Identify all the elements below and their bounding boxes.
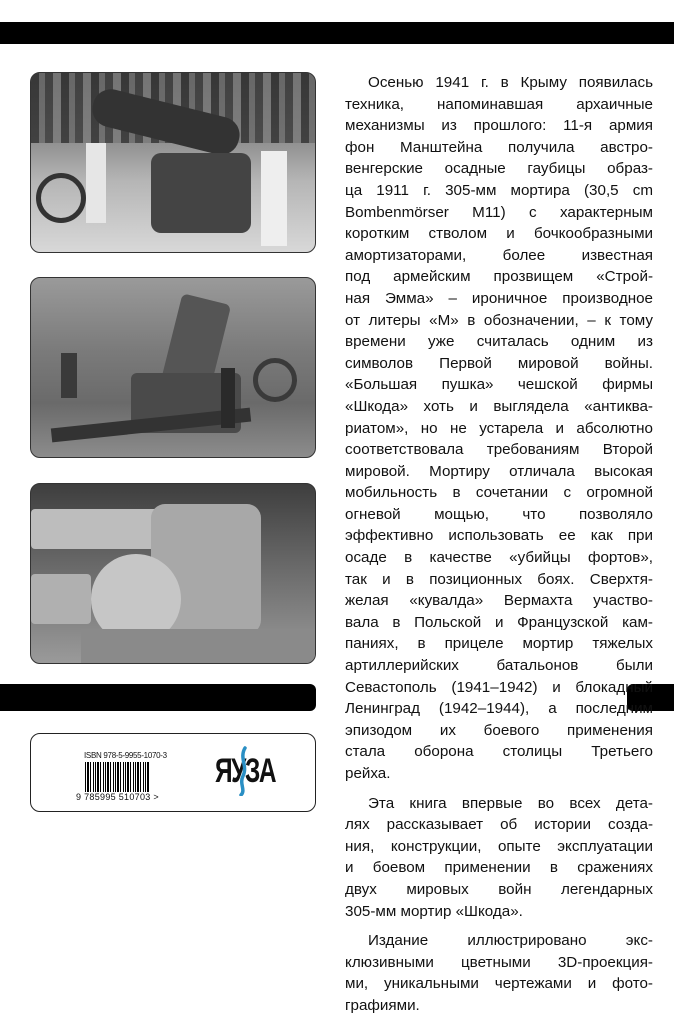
text-line: желая «кувалда» Вермахта участво- xyxy=(345,592,653,610)
text-line: времени уже считалась одним из xyxy=(345,333,653,351)
text-line: ми, уникальными чертежами и фото- xyxy=(345,975,653,993)
text-line: осаде в качестве «убийцы фортов», xyxy=(345,549,653,567)
text-line: эпизодом их боевого применения xyxy=(345,721,653,739)
text-line: эффективно использовать ее как при xyxy=(345,527,653,545)
text-line: лях рассказывает об истории созда- xyxy=(345,816,653,834)
text-line: графиями. xyxy=(345,996,420,1014)
text-line: рейха. xyxy=(345,765,391,782)
isbn-label: ISBN 978-5-9955-1070-3 xyxy=(84,751,167,760)
text-line: Эта книга впервые во всех дета- xyxy=(368,794,653,812)
text-line: венгерские осадные гаубицы образ- xyxy=(345,160,653,178)
text-line: так и в позиционных боях. Сверхтя- xyxy=(345,570,653,588)
barcode xyxy=(85,762,149,796)
text-line: мировой. Мортиру отличала высокая xyxy=(345,462,653,480)
text-line: соответствовала требованиям Второй xyxy=(345,441,653,459)
barcode-digits: 9 785995 510703 > xyxy=(76,792,159,802)
photo-mortar-winter-forest xyxy=(30,72,316,253)
text-line: ния, конструкции, опыте эксплуатации xyxy=(345,837,653,855)
text-line: коротким стволом и бочкообразными xyxy=(345,225,653,243)
isbn-panel xyxy=(30,733,316,812)
paragraph xyxy=(345,793,653,923)
text-line: «Большая пушка» чешской фирмы xyxy=(345,376,653,394)
text-line: артиллерийских батальонов были xyxy=(345,657,653,675)
text-line: Ленинград (1942–1944), а последним xyxy=(345,700,653,718)
text-line: Осенью 1941 г. в Крыму появилась xyxy=(368,74,653,91)
text-line: под армейским прозвищем «Строй- xyxy=(345,268,653,286)
left-black-band xyxy=(0,684,316,711)
text-line: символов Первой мировой войны. xyxy=(345,354,653,372)
text-line: от литеры «M» в обозначении, – к тому xyxy=(345,311,653,329)
top-black-band xyxy=(0,22,674,44)
text-line: вала в Польской и Французской кам- xyxy=(345,613,653,631)
text-line: ная Эмма» – ироничное производное xyxy=(345,289,653,307)
text-line: техника, напоминавшая архаичные xyxy=(345,95,653,113)
publisher-logo: ЯУЗА xyxy=(215,752,276,790)
text-line: механизмы из прошлого: 11-я армия xyxy=(345,117,653,135)
text-line: мобильность в сочетании с огромной xyxy=(345,484,653,502)
text-line: клюзивными цветными 3D-проекция- xyxy=(345,953,653,971)
photo-mortar-museum xyxy=(30,483,316,664)
text-line: Издание иллюстрировано экс- xyxy=(368,932,653,950)
text-line: риатом», но не устарела и абсолютно xyxy=(345,419,653,437)
paragraph xyxy=(345,930,653,1016)
text-line: ца 1911 г. 305-мм мортира (30,5 cm xyxy=(345,181,653,199)
text-line: Bombenmörser M11) с характерным xyxy=(345,203,653,221)
text-line: и боевом применении в сражениях xyxy=(345,859,653,877)
text-line: паниях, в прицеле мортир тяжелых xyxy=(345,635,653,653)
text-line: двух мировых войн легендарных xyxy=(345,880,653,898)
text-line: Севастополь (1941–1942) и блокадный xyxy=(345,678,653,696)
text-line: 305-мм мортир «Шкода». xyxy=(345,902,523,920)
text-line: «Шкода» хоть и выглядела «антиква- xyxy=(345,397,653,415)
text-line: амортизаторами, более известная xyxy=(345,246,653,264)
text-line: огневой мощью, что позволяло xyxy=(345,505,653,523)
text-line: стала оборона столицы Третьего xyxy=(345,743,653,761)
text-line: фон Манштейна получила австро- xyxy=(345,138,653,156)
paragraph xyxy=(345,72,653,785)
cover-description xyxy=(345,72,653,1025)
photo-mortar-firing-position xyxy=(30,277,316,458)
publisher-logo-wave-icon xyxy=(237,746,249,796)
